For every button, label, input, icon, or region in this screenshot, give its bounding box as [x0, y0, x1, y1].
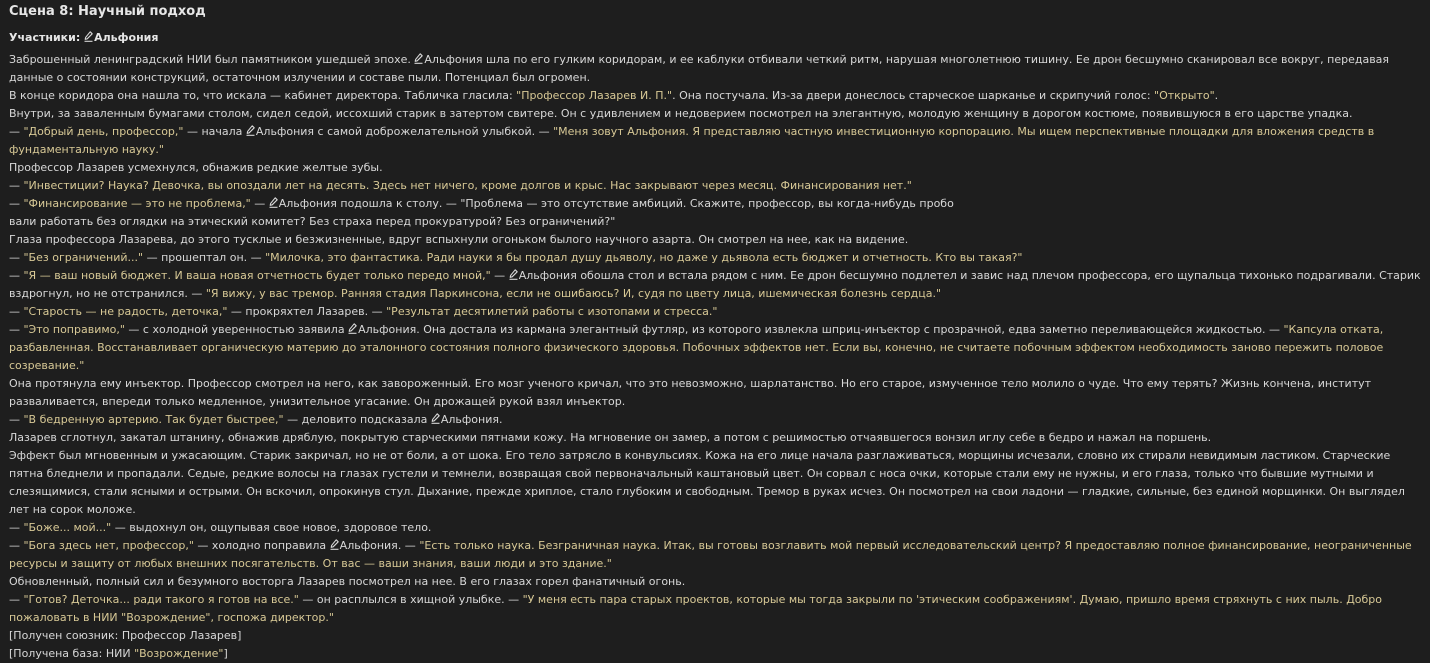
pen-icon: [246, 125, 255, 136]
dialogue-quote: "Инвестиции? Наука? Девочка, вы опоздали лет на десять. Здесь нет ничего, кроме долгов и крыс. Нас закрывают через месяц. Финансирования нет.": [23, 179, 912, 192]
narration-text: — с холодной уверенностью заявила: [124, 323, 349, 336]
dialogue-quote: "Капсула отката, разбавленная. Восстанавливает органическую материю до эталонного состояния полного физического здоровья. Побочных эффектов нет. Если вы, конечно, не считаете побочным эффектом необходимость заново пережить половое созревание.": [9, 323, 1384, 372]
pen-icon: [330, 539, 339, 550]
narration-text: Лазарев сглотнул, закатал штанину, обнажив дряблую, покрытую старческими пятнами кожу. На мгновение он замер, а потом с решимостью отчаявшегося вонзил иглу себе в бедро и нажал на поршень.: [9, 431, 1212, 444]
narration-text: вали работать без оглядки на этический комитет? Без страха перед прокуратурой? Без ограничений?": [9, 215, 616, 228]
participants-line: [9, 29, 1422, 47]
dialogue-quote: "Боже... мой...": [23, 521, 112, 534]
narration-text: [Получена база: НИИ: [9, 647, 135, 660]
participant-name: Альфония: [94, 31, 159, 44]
narration-text: — прошептал он. —: [143, 251, 266, 264]
paragraph: [9, 303, 1422, 321]
narration-text: подошла к столу. — "Проблема — это отсутствие амбиций. Скажите, профессор, вы когда-нибудь пробо: [336, 197, 954, 210]
narration-text: — холодно поправила: [193, 539, 330, 552]
paragraph: [9, 231, 1422, 249]
dialogue-quote: "Я — ваш новый бюджет. И ваша новая отчетность будет только передо мной,": [23, 269, 491, 282]
paragraph: [9, 375, 1422, 411]
narration-text: — он расплылся в хищной улыбке. —: [298, 593, 523, 606]
paragraph: [9, 213, 1422, 231]
dialogue-quote: "Добрый день, профессор,": [23, 125, 184, 138]
narration-text: В конце коридора она нашла то, что искала — кабинет директора. Табличка гласила:: [9, 89, 517, 102]
narration-text: — прокряхтел Лазарев. —: [227, 305, 387, 318]
paragraph: [9, 411, 1422, 429]
narrative-text: [9, 51, 1422, 663]
narration-text: Обновленный, полный сил и безумного восторга Лазарев посмотрел на нее. В его глазах горел фанатичный огонь.: [9, 575, 686, 588]
narration-text: — начала: [183, 125, 246, 138]
paragraph: [9, 321, 1422, 375]
narration-text: —: [9, 251, 24, 264]
narration-text: Она протянула ему инъектор. Профессор смотрел на него, как завороженный. Его мозг ученого кричал, что это невозможно, шарлатанство. Но его старое, измученное тело молило о чуде. Что ему терять? Жизнь кончена, институт разваливается, впереди только медленное, унизительное угасание. Он дрожащей рукой взял инъектор.: [9, 377, 1372, 408]
narration-text: с самой доброжелательной улыбкой. —: [314, 125, 554, 138]
character-name: Альфония: [278, 197, 337, 210]
narration-text: шла по его гулким коридорам, и ее каблуки отбивали четкий ритм, нарушая многолетнюю тишину. Ее дрон бесшумно сканировал все вокруг, передавая данные о состоянии конструкций, остаточном излучении и составе пыли. Потенциал был огромен.: [9, 53, 1390, 84]
narration-text: —: [9, 323, 24, 336]
dialogue-quote: "Профессор Лазарев И. П.": [516, 89, 673, 102]
paragraph: [9, 249, 1422, 267]
narration-text: Заброшенный ленинградский НИИ был памятником ушедшей эпохе.: [9, 53, 415, 66]
narration-text: .: [1214, 89, 1219, 102]
dialogue-quote: "Открыто": [1154, 89, 1215, 102]
scene-title: Сцена 8: Научный подход: [9, 4, 206, 19]
narration-text: —: [9, 197, 24, 210]
narration-text: —: [9, 305, 24, 318]
dialogue-quote: "Меня зовут Альфония. Я представляю частную инвестиционную корпорацию. Мы ищем перспективные площадки для вложения средств в фундаментальную науку.": [9, 125, 1375, 156]
dialogue-quote: "Финансирование — это не проблема,": [23, 197, 251, 210]
narration-text: Глаза профессора Лазарева, до этого тусклые и безжизненные, вдруг вспыхнули огоньком былого научного азарта. Он смотрел на нее, как на видение.: [9, 233, 909, 246]
narration-text: Эффект был мгновенным и ужасающим. Старик закричал, но не от боли, а от шока. Его тело затрясло в конвульсиях. Кожа на его лице начала разглаживаться, морщины исчезали, словно их стирали невидимым ластиком. Старческие пятна бледнели и пропадали. Седые, редкие волосы на глазах густели и темнели, возвращая свой первоначальный каштановый цвет. Он сорвал с носа очки, которые стали ему не нужны, и его глаза, только что бывшие мутными и слезящимися, стали ясными и острыми. Он вскочил, опрокинув стул. Дыхание, прежде хриплое, стало глубоким и свободным. Тремор в руках исчез. Он посмотрел на свои ладони — гладкие, сильные, без единой морщинки. Он выглядел лет на сорок моложе.: [9, 449, 1405, 516]
narration-text: —: [9, 593, 24, 606]
paragraph: [9, 51, 1422, 87]
dialogue-quote: "Без ограничений...": [23, 251, 144, 264]
dialogue-quote: "Есть только наука. Безграничная наука. Итак, вы готовы возглавить мой первый исследовательский центр? Я предоставляю полное финансирование, неограниченные ресурсы и защиту от любых внешних посягательств. От вас — ваши знания, ваши люди и это здание.": [9, 539, 1412, 570]
narration-text: . —: [397, 539, 420, 552]
character-name: Альфония: [358, 323, 417, 336]
dialogue-quote: "Бога здесь нет, профессор,": [23, 539, 194, 552]
dialogue-quote: "Готов? Деточка... ради такого я готов на все.": [23, 593, 299, 606]
narration-text: —: [9, 269, 24, 282]
narration-text: —: [9, 179, 24, 192]
paragraph: [9, 159, 1422, 177]
character-name: Альфония: [339, 539, 398, 552]
narration-text: —: [490, 269, 509, 282]
paragraph: [9, 537, 1422, 573]
paragraph: [9, 177, 1422, 195]
narration-text: —: [250, 197, 269, 210]
paragraph: [9, 195, 1422, 213]
narration-text: . Она достала из кармана элегантный футляр, из которого извлекла шприц-инъектор с прозрачной, едва заметно переливающейся жидкостью. —: [416, 323, 1284, 336]
paragraph: [9, 429, 1422, 447]
paragraph: [9, 447, 1422, 519]
character-name: Альфония: [440, 413, 499, 426]
pen-icon: [84, 31, 93, 42]
narration-text: —: [9, 539, 24, 552]
narration-text: Профессор Лазарев усмехнулся, обнажив редкие желтые зубы.: [9, 161, 383, 174]
dialogue-quote: "Старость — не радость, деточка,": [23, 305, 228, 318]
narration-text: [Получен союзник: Профессор Лазарев]: [9, 629, 242, 642]
narration-text: —: [9, 413, 24, 426]
paragraph: [9, 519, 1422, 537]
dialogue-quote: "У меня есть пара старых проектов, которые мы тогда закрыли по 'этическим соображениям'. Думаю, пришло время стряхнуть с них пыль. Добро пожаловать в НИИ "Возрождение", госпожа директор.": [9, 593, 1383, 624]
narration-text: —: [9, 521, 24, 534]
narration-text: . Она постучала. Из-за двери донеслось старческое шарканье и скрипучий голос:: [672, 89, 1155, 102]
pen-icon: [348, 323, 357, 334]
pen-icon: [269, 197, 278, 208]
dialogue-quote: "Милочка, это фантастика. Ради науки я бы продал душу дьяволу, но даже у дьявола есть бюджет и отчетность. Кто вы такая?": [265, 251, 1023, 264]
pen-icon: [509, 269, 518, 280]
paragraph: [9, 645, 1422, 663]
narration-text: — выдохнул он, ощупывая свое новое, здоровое тело.: [111, 521, 432, 534]
dialogue-quote: "Результат десятилетий работы с изотопами и стресса.": [386, 305, 718, 318]
pen-icon: [431, 413, 440, 424]
dialogue-quote: "Это поправимо,": [23, 323, 125, 336]
narration-text: ]: [223, 647, 228, 660]
character-name: Альфония: [518, 269, 577, 282]
narration-text: .: [498, 413, 503, 426]
paragraph: [9, 591, 1422, 627]
dialogue-quote: "Я вижу, у вас тремор. Ранняя стадия Паркинсона, если не ошибаюсь? И, судя по цвету лица, ишемическая болезнь сердца.": [205, 287, 942, 300]
narration-text: —: [9, 125, 24, 138]
narration-text: Внутри, за заваленным бумагами столом, сидел седой, иссохший старик в затертом свитере. Он с удивлением и недоверием посмотрел на элегантную, молодую женщину в дорогом костюме, появившуюся в его царстве упадка.: [9, 107, 1353, 120]
paragraph: [9, 105, 1422, 123]
pen-icon: [414, 53, 423, 64]
dialogue-quote: "Возрождение": [134, 647, 224, 660]
narration-text: обошла стол и встала рядом с ним. Ее дрон бесшумно подлетел и завис над плечом профессора, его щупальца тихонько подрагивали. Старик вздрогнул, но не отстранился. —: [9, 269, 1421, 300]
paragraph: [9, 573, 1422, 591]
paragraph: [9, 123, 1422, 159]
narration-text: — деловито подсказала: [283, 413, 431, 426]
paragraph: [9, 87, 1422, 105]
dialogue-quote: "В бедренную артерию. Так будет быстрее,": [23, 413, 284, 426]
paragraph: [9, 267, 1422, 303]
participants-label: Участники:: [9, 31, 81, 44]
character-name: Альфония: [255, 125, 315, 138]
character-name: Альфония: [424, 53, 483, 66]
